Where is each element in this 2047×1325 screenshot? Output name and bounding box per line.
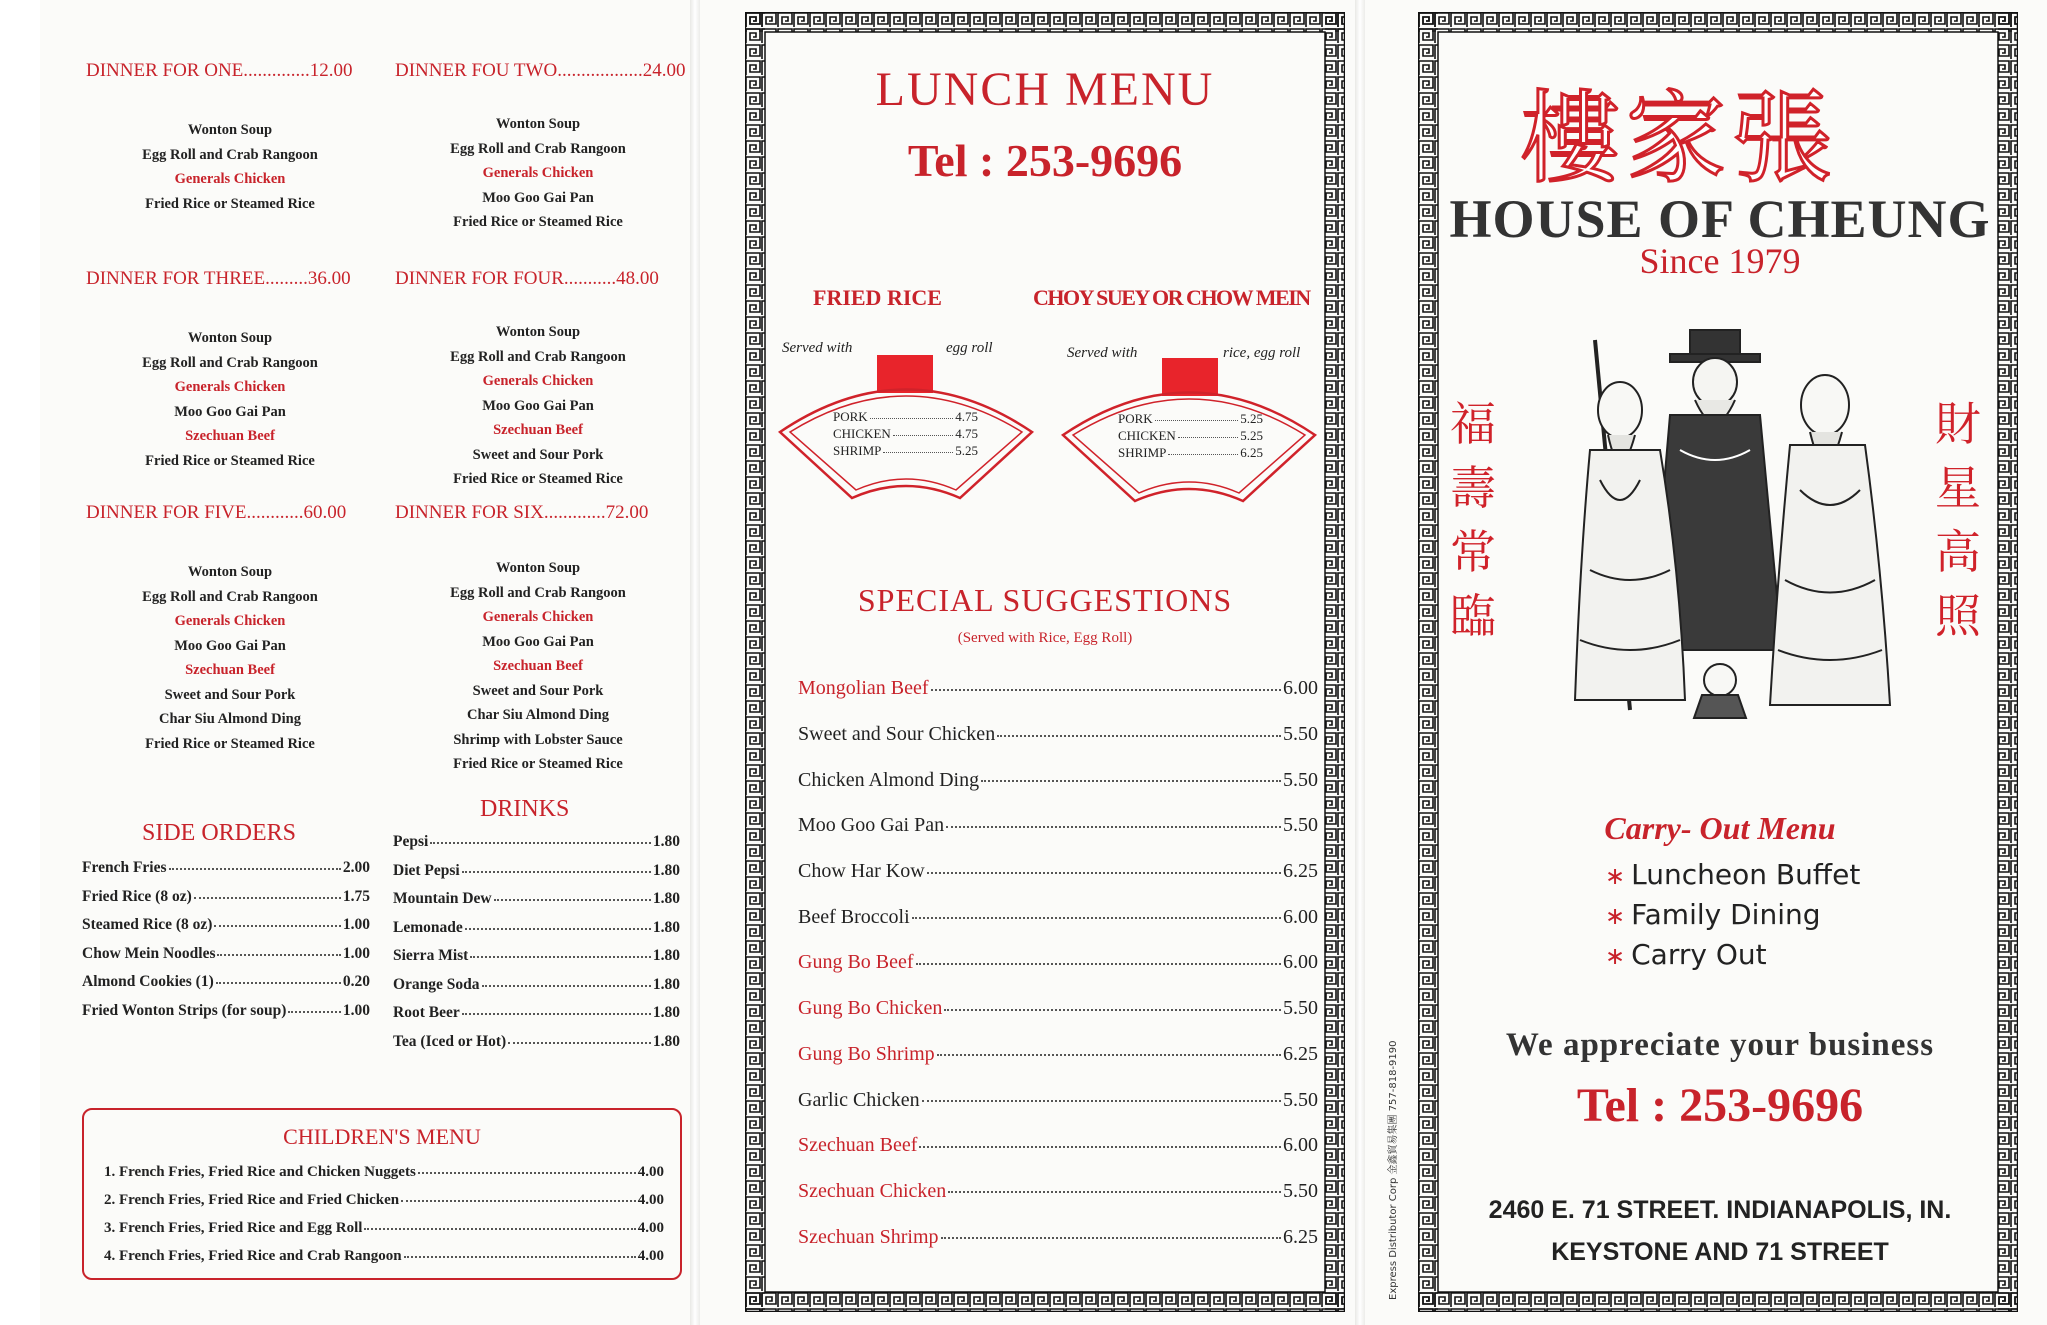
dot-leader (470, 948, 651, 958)
menu-item-name: Szechuan Chicken (798, 1179, 947, 1202)
menu-item-row (833, 442, 978, 459)
menu-item-price: 5.25 (1240, 411, 1263, 426)
fold-line (1355, 0, 1365, 1325)
couplet-character: 壽 (1450, 461, 1496, 515)
dinner-item: Szechuan Beef (185, 428, 275, 444)
menu-item-price: 2.00 (342, 859, 370, 877)
menu-item-price: 0.20 (342, 973, 370, 991)
menu-item-row (104, 1214, 664, 1242)
menu-item-price: 4.00 (637, 1163, 664, 1180)
three-star-gods-illustration (1520, 320, 1920, 720)
dot-leader (462, 863, 651, 873)
menu-item-row (104, 1242, 664, 1270)
menu-item-price: 6.25 (1283, 1225, 1318, 1248)
menu-item-name: Sweet and Sour Chicken (798, 723, 996, 746)
menu-item-name: CHICKEN (1118, 428, 1176, 443)
couplet-character: 照 (1935, 589, 1981, 643)
couplet-character: 高 (1935, 525, 1981, 579)
dot-leader (893, 428, 953, 436)
bullet-star-icon: ∗ (1605, 902, 1626, 930)
menu-item-price: 1.80 (652, 1004, 680, 1022)
menu-item-price: 5.25 (1240, 428, 1263, 443)
menu-item-name: Almond Cookies (1) (82, 973, 214, 991)
menu-item-row (82, 997, 370, 1026)
dot-leader (508, 1034, 651, 1044)
menu-item-name: Szechuan Beef (798, 1134, 918, 1157)
menu-item-name: PORK (1118, 411, 1153, 426)
side-orders-title: SIDE ORDERS (142, 820, 297, 846)
dinner-item: Wonton Soup (495, 560, 581, 576)
dot-leader (217, 946, 340, 956)
menu-item-row (798, 757, 1318, 803)
dinner-item: Char Siu Almond Ding (467, 707, 609, 723)
dot-leader (944, 1001, 1281, 1011)
dinner-item: Generals Chicken (482, 373, 594, 389)
dot-leader (482, 977, 651, 987)
menu-item-row (393, 942, 680, 971)
fried-rice-served-suffix: egg roll (946, 340, 993, 356)
menu-item-name: Tea (Iced or Hot) (393, 1032, 507, 1050)
couplet-character: 星 (1935, 461, 1981, 515)
dot-leader (946, 818, 1281, 828)
menu-item-row (833, 408, 978, 425)
dot-leader (870, 411, 954, 419)
menu-item-row (798, 849, 1318, 895)
menu-item-name: Chow Har Kow (798, 860, 925, 883)
menu-item-price: 6.00 (1283, 951, 1318, 974)
menu-item-row (393, 857, 680, 886)
dinner-item: Wonton Soup (495, 324, 581, 340)
menu-item-price: 5.50 (1283, 768, 1318, 791)
menu-item-name: 3. French Fries, Fried Rice and Egg Roll (104, 1219, 363, 1236)
dinner-heading: DINNER FOR FOUR...........48.00 (395, 268, 659, 289)
since-year: Since 1979 (1639, 241, 1801, 281)
menu-item-name: SHRIMP (833, 443, 882, 458)
menu-item-row (104, 1158, 664, 1186)
menu-item-price: 5.50 (1283, 1088, 1318, 1111)
menu-item-name: Orange Soda (393, 975, 480, 993)
menu-item-price: 6.25 (1240, 445, 1263, 460)
dot-leader (404, 1248, 636, 1258)
menu-item-row (798, 1169, 1318, 1215)
childrens-menu-box (82, 1108, 682, 1280)
dinner-item: Sweet and Sour Pork (472, 446, 604, 463)
carry-out-menu-heading: Carry- Out Menu (1604, 810, 1836, 846)
menu-item-row (82, 911, 370, 940)
dot-leader (919, 1138, 1281, 1148)
menu-item-name: Pepsi (393, 833, 429, 851)
menu-item-row (798, 1077, 1318, 1123)
dinner-items (105, 326, 355, 473)
dot-leader (931, 681, 1281, 691)
menu-item-price: 1.80 (652, 861, 680, 879)
menu-item-price: 1.00 (342, 916, 370, 934)
menu-item-name: 1. French Fries, Fried Rice and Chicken Nuggets (104, 1163, 416, 1180)
printer-credit: Express Distributor Corp 金鑫貿易集團 757-818-9190 (1388, 1040, 1399, 1300)
dinner-item: Generals Chicken (174, 613, 286, 629)
dot-leader (216, 974, 341, 984)
menu-item-price: 1.80 (652, 1032, 680, 1050)
bullet-family-dining: ∗ Family Dining (1605, 898, 1821, 931)
dinner-item: Szechuan Beef (185, 662, 275, 678)
dot-leader (430, 834, 651, 844)
childrens-menu-list (104, 1158, 664, 1270)
dot-leader (418, 1164, 636, 1174)
menu-item-name: Mongolian Beef (798, 677, 929, 700)
dinner-item: Generals Chicken (482, 609, 594, 625)
menu-item-price: 1.80 (652, 890, 680, 908)
dot-leader (927, 864, 1281, 874)
drinks-list (393, 828, 680, 1056)
menu-item-price: 5.50 (1283, 814, 1318, 837)
dinner-heading: DINNER FOR ONE..............12.00 (86, 60, 353, 81)
menu-item-price: 1.80 (652, 918, 680, 936)
menu-item-row (798, 894, 1318, 940)
dot-leader (288, 1003, 340, 1013)
menu-item-row (1118, 410, 1263, 427)
fold-line (690, 0, 700, 1325)
menu-item-row (82, 854, 370, 883)
bullet-luncheon-buffet: ∗ Luncheon Buffet (1605, 858, 1861, 891)
dot-leader (194, 889, 341, 899)
couplet-left (1445, 392, 1501, 648)
menu-item-name: French Fries (82, 859, 167, 877)
bullet-carry-out: ∗ Carry Out (1605, 938, 1767, 971)
dinner-item: Wonton Soup (495, 116, 581, 132)
dinner-item: Moo Goo Gai Pan (482, 397, 594, 414)
dinner-item: Szechuan Beef (493, 658, 583, 674)
dinner-item: Fried Rice or Steamed Rice (145, 735, 315, 752)
dot-leader (1155, 413, 1239, 421)
dinner-item: Generals Chicken (174, 171, 286, 187)
dinner-item: Generals Chicken (174, 379, 286, 395)
dot-leader (997, 727, 1281, 737)
menu-item-row (798, 666, 1318, 712)
menu-item-row (393, 971, 680, 1000)
menu-item-price: 5.50 (1283, 997, 1318, 1020)
menu-item-row (82, 940, 370, 969)
menu-item-price: 1.80 (652, 975, 680, 993)
dinner-item: Sweet and Sour Pork (164, 686, 296, 703)
menu-item-row (798, 1123, 1318, 1169)
dinner-item: Char Siu Almond Ding (159, 711, 301, 727)
menu-item-name: Gung Bo Chicken (798, 997, 943, 1020)
dinner-item: Wonton Soup (187, 330, 273, 346)
menu-item-row (393, 885, 680, 914)
dinner-item: Egg Roll and Crab Rangoon (450, 584, 626, 601)
menu-item-name: Moo Goo Gai Pan (798, 814, 945, 837)
dinner-item: Egg Roll and Crab Rangoon (142, 588, 318, 605)
couplet-character: 財 (1935, 397, 1981, 451)
phone-number: Tel : 253-9696 (1576, 1079, 1864, 1132)
dot-leader (922, 1092, 1281, 1102)
menu-item-row (104, 1186, 664, 1214)
dinner-item: Fried Rice or Steamed Rice (453, 471, 623, 487)
address-line-1: 2460 E. 71 STREET. INDIANAPOLIS, IN. (1488, 1196, 1952, 1224)
fried-rice-served-prefix: Served with (782, 340, 853, 356)
dinner-item: Fried Rice or Steamed Rice (145, 452, 315, 469)
menu-item-price: 6.00 (1283, 1134, 1318, 1157)
menu-item-name: Root Beer (393, 1004, 460, 1022)
menu-item-row (393, 1028, 680, 1057)
dinner-heading: DINNER FOR FIVE............60.00 (86, 502, 347, 523)
couplet-character: 臨 (1450, 589, 1496, 643)
menu-item-row (798, 712, 1318, 758)
menu-item-name: Gung Bo Beef (798, 951, 914, 974)
dot-leader (465, 920, 651, 930)
couplet-right (1930, 392, 1986, 648)
special-suggestions-subtitle: (Served with Rice, Egg Roll) (957, 630, 1133, 646)
dot-leader (1178, 430, 1238, 438)
menu-item-name: 4. French Fries, Fried Rice and Crab Rangoon (104, 1247, 402, 1264)
dinner-item: Wonton Soup (187, 122, 273, 138)
menu-item-price: 4.00 (637, 1219, 664, 1236)
dot-leader (462, 1005, 651, 1015)
dinner-items (413, 320, 663, 492)
menu-item-name: 2. French Fries, Fried Rice and Fried Chicken (104, 1191, 400, 1208)
menu-item-name: PORK (833, 409, 868, 424)
menu-item-row (393, 828, 680, 857)
menu-item-name: Diet Pepsi (393, 861, 460, 879)
dinner-item: Generals Chicken (482, 165, 594, 181)
menu-item-name: Lemonade (393, 918, 463, 936)
dot-leader (169, 860, 341, 870)
dot-leader (948, 1183, 1281, 1193)
menu-item-row (798, 1032, 1318, 1078)
dot-leader (941, 1229, 1281, 1239)
menu-item-row (798, 1214, 1318, 1260)
menu-item-name: Garlic Chicken (798, 1088, 920, 1111)
menu-item-price: 6.25 (1283, 1042, 1318, 1065)
couplet-character: 常 (1450, 525, 1496, 579)
special-suggestions-title: SPECIAL SUGGESTIONS (857, 582, 1233, 618)
dot-leader (981, 772, 1281, 782)
menu-item-name: Gung Bo Shrimp (798, 1042, 935, 1065)
fried-rice-prices (833, 408, 978, 459)
menu-item-price: 4.75 (955, 409, 978, 424)
menu-item-name: Steamed Rice (8 oz) (82, 916, 213, 934)
address-line-2: KEYSTONE AND 71 STREET (1551, 1238, 1889, 1266)
special-suggestions-list (798, 666, 1318, 1260)
menu-item-price: 5.50 (1283, 723, 1318, 746)
dot-leader (916, 955, 1281, 965)
menu-item-name: Szechuan Shrimp (798, 1225, 939, 1248)
menu-item-name: Chow Mein Noodles (82, 944, 216, 962)
chop-suey-served-suffix: rice, egg roll (1223, 345, 1301, 361)
menu-item-name: Chicken Almond Ding (798, 768, 980, 791)
lunch-menu-title: LUNCH MENU (875, 63, 1215, 116)
chinese-restaurant-name: 樓家張 (1520, 80, 1838, 197)
dinner-item: Szechuan Beef (493, 422, 583, 438)
menu-item-name: CHICKEN (833, 426, 891, 441)
childrens-menu-title: CHILDREN'S MENU (283, 1124, 481, 1149)
dot-leader (912, 909, 1281, 919)
restaurant-name: HOUSE OF CHEUNG (1449, 189, 1991, 249)
dinner-heading: DINNER FOR THREE.........36.00 (86, 268, 351, 289)
dot-leader (937, 1046, 1281, 1056)
dinner-heading: DINNER FOR SIX.............72.00 (395, 502, 649, 523)
menu-item-price: 5.25 (955, 443, 978, 458)
dinner-items (413, 556, 663, 777)
menu-item-price: 1.00 (342, 1001, 370, 1019)
menu-item-row (798, 803, 1318, 849)
menu-item-price: 5.50 (1283, 1179, 1318, 1202)
dinner-item: Fried Rice or Steamed Rice (145, 195, 315, 212)
dinner-item: Egg Roll and Crab Rangoon (142, 146, 318, 163)
appreciate-message: We appreciate your business (1505, 1027, 1935, 1063)
dot-leader (401, 1192, 636, 1202)
couplet-character: 福 (1450, 397, 1496, 451)
dot-leader (1168, 447, 1238, 455)
chop-suey-served-prefix: Served with (1067, 345, 1138, 361)
chop-suey-heading: CHOY SUEY OR CHOW MEIN (1033, 285, 1310, 310)
dinner-item: Moo Goo Gai Pan (482, 189, 594, 206)
dot-leader (364, 1220, 635, 1230)
dinner-items (413, 112, 663, 235)
dinner-heading: DINNER FOU TWO..................24.00 (395, 60, 686, 81)
menu-item-row (82, 968, 370, 997)
menu-item-row (393, 914, 680, 943)
menu-item-row (833, 425, 978, 442)
dinner-item: Fried Rice or Steamed Rice (453, 214, 623, 230)
menu-item-name: Fried Rice (8 oz) (82, 887, 192, 905)
bullet-star-icon: ∗ (1605, 862, 1626, 890)
dinner-item: Wonton Soup (187, 564, 273, 580)
dot-leader (883, 445, 953, 453)
bullet-star-icon: ∗ (1605, 942, 1626, 970)
menu-item-price: 6.00 (1283, 677, 1318, 700)
menu-item-price: 4.00 (637, 1191, 664, 1208)
lunch-phone: Tel : 253-9696 (907, 135, 1183, 186)
dinner-item: Egg Roll and Crab Rangoon (450, 348, 626, 365)
dinner-item: Moo Goo Gai Pan (174, 403, 286, 420)
menu-item-row (798, 940, 1318, 986)
chop-suey-prices (1118, 410, 1263, 461)
dinner-item: Moo Goo Gai Pan (482, 633, 594, 650)
menu-item-name: Fried Wonton Strips (for soup) (82, 1001, 287, 1019)
menu-item-price: 1.00 (342, 944, 370, 962)
menu-item-row (393, 999, 680, 1028)
fried-rice-heading: FRIED RICE (813, 285, 942, 310)
dot-leader (494, 891, 651, 901)
drinks-title: DRINKS (480, 796, 570, 822)
dinner-item: Sweet and Sour Pork (472, 682, 604, 699)
menu-item-row (82, 883, 370, 912)
menu-item-price: 1.75 (342, 887, 370, 905)
menu-item-row (1118, 427, 1263, 444)
dinner-item: Shrimp with Lobster Sauce (453, 731, 623, 748)
dinner-item: Egg Roll and Crab Rangoon (142, 354, 318, 371)
dinner-items (105, 560, 355, 756)
menu-item-price: 4.00 (637, 1247, 664, 1264)
dinner-item: Moo Goo Gai Pan (174, 637, 286, 654)
menu-item-price: 6.00 (1283, 905, 1318, 928)
dinner-items (105, 118, 355, 216)
menu-item-name: SHRIMP (1118, 445, 1167, 460)
menu-item-row (798, 986, 1318, 1032)
menu-item-price: 6.25 (1283, 860, 1318, 883)
menu-item-name: Mountain Dew (393, 890, 492, 908)
menu-item-price: 4.75 (955, 426, 978, 441)
menu-item-name: Beef Broccoli (798, 905, 910, 928)
menu-item-row (1118, 444, 1263, 461)
dinner-item: Fried Rice or Steamed Rice (453, 756, 623, 772)
dinner-item: Egg Roll and Crab Rangoon (450, 140, 626, 157)
menu-item-name: Sierra Mist (393, 947, 469, 965)
side-orders-list (82, 854, 370, 1025)
dot-leader (214, 917, 340, 927)
menu-item-price: 1.80 (652, 947, 680, 965)
menu-item-price: 1.80 (652, 833, 680, 851)
